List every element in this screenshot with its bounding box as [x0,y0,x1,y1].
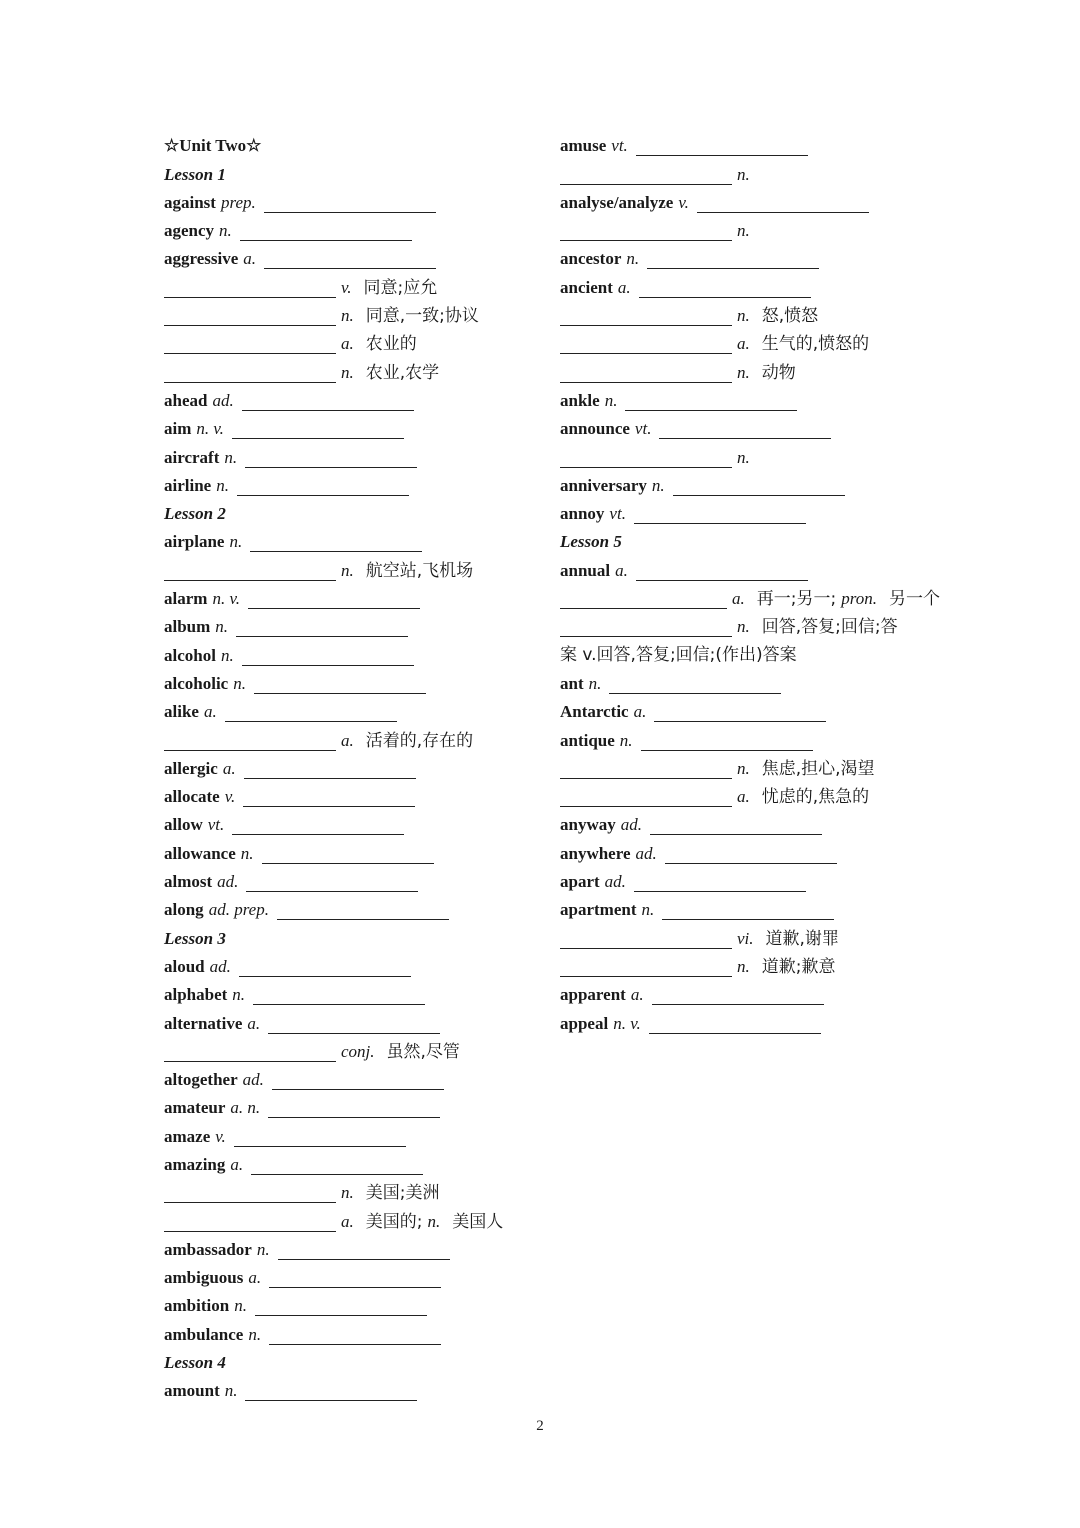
vocab-entry [164,641,534,669]
chinese-meaning: 生气的,愤怒的 [761,334,870,355]
meaning-entry [164,330,534,358]
answer-blank[interactable] [255,1299,427,1316]
part-of-speech: n. v. [212,589,240,609]
chinese-meaning: 道歉;歉意 [761,956,836,977]
meaning-entry [560,358,940,386]
right-column [560,132,940,1038]
part-of-speech: n. [737,617,750,637]
vocab-word: Antarctic [560,702,629,722]
part-of-speech: ad. [620,815,642,835]
answer-blank[interactable] [245,451,417,468]
answer-blank[interactable] [649,1017,821,1034]
answer-blank[interactable] [560,168,732,185]
part-of-speech: a. [341,1211,354,1231]
answer-blank[interactable] [560,620,732,637]
part-of-speech: a. [341,334,354,354]
answer-blank[interactable] [250,535,422,552]
answer-blank[interactable] [272,1073,444,1090]
part-of-speech: a. [633,702,647,722]
part-of-speech: n. [256,1239,270,1259]
vocab-entry [164,1094,534,1122]
part-of-speech: a. [617,277,631,297]
answer-blank[interactable] [634,507,806,524]
vocab-entry [164,1236,534,1264]
answer-blank[interactable] [636,139,808,156]
chinese-meaning: 回答,答复;回信;答 [761,617,898,638]
answer-blank[interactable] [240,224,412,241]
answer-blank[interactable] [245,1384,417,1401]
vocab-word: alike [164,702,199,722]
vocab-entry [560,500,940,528]
part-of-speech: n. [737,956,750,976]
vocab-word: almost [164,872,213,892]
vocab-entry [164,981,534,1009]
vocab-word: amuse [560,136,607,156]
answer-blank[interactable] [560,451,732,468]
meaning-entry [560,585,940,613]
part-of-speech: a. [341,730,354,750]
vocab-word: aloud [164,956,205,976]
chinese-meaning: 怒,愤怒 [761,306,819,327]
chinese-meaning: 美国;美洲 [365,1183,440,1204]
vocab-entry [164,1009,534,1037]
part-of-speech: a. [737,787,750,807]
unit-title [164,132,534,160]
vocab-word: aggressive [164,249,239,269]
meaning-continuation [560,641,940,669]
vocab-entry [164,953,534,981]
meaning-entry [164,1207,534,1235]
vocab-entry [560,698,940,726]
vocab-entry [164,1066,534,1094]
vocab-entry [164,755,534,783]
answer-blank[interactable] [662,903,834,920]
vocab-word: ankle [560,390,600,410]
vocab-word: airplane [164,532,225,552]
vocab-entry [164,1320,534,1348]
part-of-speech: a. [203,702,217,722]
lesson-heading [164,1349,534,1377]
answer-blank[interactable] [253,988,425,1005]
vocab-word: altogether [164,1070,238,1090]
part-of-speech: n. [651,475,665,495]
answer-blank[interactable] [652,988,824,1005]
answer-blank[interactable] [237,479,409,496]
answer-blank[interactable] [641,734,813,751]
answer-blank[interactable] [164,337,336,354]
vocab-word: anniversary [560,475,647,495]
answer-blank[interactable] [268,1017,440,1034]
answer-blank[interactable] [609,677,781,694]
vocab-word: airline [164,475,212,495]
vocab-entry [164,698,534,726]
answer-blank[interactable] [164,1186,336,1203]
vocab-word: amazing [164,1154,226,1174]
vocab-entry [164,217,534,245]
vocab-entry [164,1292,534,1320]
answer-blank[interactable] [264,196,436,213]
meaning-entry [560,217,940,245]
vocab-entry [560,811,940,839]
answer-blank[interactable] [654,705,826,722]
vocab-entry [164,896,534,924]
vocab-word: amount [164,1381,220,1401]
part-of-speech-2: n. [427,1211,441,1231]
lesson-heading [164,924,534,952]
part-of-speech: n. [215,617,229,637]
part-of-speech: prep. [220,192,256,212]
meaning-entry [164,1179,534,1207]
chinese-meaning: 虽然,尽管 [386,1041,460,1062]
answer-blank[interactable] [164,1215,336,1232]
answer-blank[interactable] [277,903,449,920]
chinese-meaning: 同意;应允 [363,277,438,298]
vocab-entry [560,245,940,273]
vocab-entry [560,896,940,924]
answer-blank[interactable] [243,790,415,807]
part-of-speech: a. [737,334,750,354]
part-of-speech: vi. [737,928,754,948]
answer-blank[interactable] [647,252,819,269]
left-column [164,132,534,1405]
part-of-speech: n. [224,1381,238,1401]
vocab-word: aim [164,419,192,439]
lesson-heading-text: Lesson 5 [560,532,622,552]
lesson-heading [164,160,534,188]
vocab-entry [560,387,940,415]
part-of-speech: n. [604,390,618,410]
vocab-word: allocate [164,787,220,807]
answer-blank[interactable] [254,677,426,694]
answer-blank[interactable] [560,309,732,326]
answer-blank[interactable] [560,224,732,241]
answer-blank[interactable] [560,960,732,977]
answer-blank[interactable] [560,366,732,383]
vocab-word: appeal [560,1013,609,1033]
vocab-entry [560,189,940,217]
vocab-entry [560,415,940,443]
part-of-speech: ad. [635,843,657,863]
chinese-meaning-continued: 案 v.回答,答复;回信;(作出)答案 [560,645,797,666]
vocab-entry [164,613,534,641]
part-of-speech: n. v. [613,1013,641,1033]
answer-blank[interactable] [239,960,411,977]
answer-blank[interactable] [164,366,336,383]
answer-blank[interactable] [251,1158,423,1175]
vocab-word: analyse/analyze [560,192,674,212]
part-of-speech: a. [247,1013,261,1033]
unit-title-text: ☆Unit Two☆ [164,136,262,156]
vocab-entry [164,245,534,273]
answer-blank[interactable] [278,1243,450,1260]
lesson-heading [164,500,534,528]
meaning-entry [164,1038,534,1066]
vocab-entry [164,472,534,500]
part-of-speech: n. [229,532,243,552]
vocab-word: alcoholic [164,673,229,693]
answer-blank[interactable] [665,847,837,864]
part-of-speech: v. [215,1126,226,1146]
meaning-entry [560,755,940,783]
vocab-word: ancient [560,277,613,297]
vocab-entry [164,1377,534,1405]
vocab-word: album [164,617,211,637]
meaning-entry [164,556,534,584]
part-of-speech: n. [737,221,750,241]
part-of-speech: n. [240,843,254,863]
part-of-speech: n. [626,249,640,269]
part-of-speech: n. [737,306,750,326]
vocab-entry [164,1122,534,1150]
answer-blank[interactable] [269,1271,441,1288]
part-of-speech: vt. [634,419,652,439]
meaning-entry [560,953,940,981]
answer-blank[interactable] [264,252,436,269]
vocab-word: amaze [164,1126,211,1146]
part-of-speech: n. [341,362,354,382]
answer-blank[interactable] [232,818,404,835]
vocab-word: alphabet [164,985,228,1005]
vocab-entry [164,868,534,896]
vocab-word: allergic [164,758,218,778]
part-of-speech: a. [222,758,236,778]
part-of-speech: n. [232,985,246,1005]
vocab-entry [164,1264,534,1292]
answer-blank[interactable] [244,762,416,779]
lesson-heading-text: Lesson 4 [164,1353,226,1373]
meaning-entry [560,443,940,471]
answer-blank[interactable] [636,564,808,581]
vocab-word: against [164,192,216,212]
part-of-speech: vt. [611,136,628,156]
answer-blank[interactable] [262,847,434,864]
part-of-speech: n. [248,1324,262,1344]
answer-blank[interactable] [164,309,336,326]
chinese-meaning: 活着的,存在的 [365,730,474,751]
answer-blank[interactable] [242,649,414,666]
part-of-speech: a. [243,249,257,269]
lesson-heading-text: Lesson 3 [164,928,226,948]
part-of-speech: n. [216,475,229,495]
chinese-meaning: 动物 [761,362,796,383]
vocab-entry [164,415,534,443]
vocab-word: anyway [560,815,616,835]
vocab-word: ancestor [560,249,622,269]
answer-blank[interactable] [164,281,336,298]
answer-blank[interactable] [634,875,806,892]
part-of-speech: n. [234,1296,247,1316]
meaning-entry [560,613,940,641]
part-of-speech: ad. [217,872,239,892]
answer-blank[interactable] [673,479,845,496]
chinese-meaning: 航空站,飞机场 [365,560,474,581]
meaning-entry [164,302,534,330]
part-of-speech: a. [230,1154,244,1174]
vocab-word: alarm [164,589,208,609]
answer-blank[interactable] [164,734,336,751]
chinese-meaning: 同意,一致;协议 [365,306,479,327]
part-of-speech: ad. [242,1070,264,1090]
chinese-meaning-2: 美国人 [452,1211,504,1232]
part-of-speech: n. [737,362,750,382]
vocab-word: allowance [164,843,236,863]
part-of-speech: conj. [341,1041,375,1061]
vocab-word: announce [560,419,630,439]
answer-blank[interactable] [234,1130,406,1147]
answer-blank[interactable] [268,1101,440,1118]
vocab-entry [560,726,940,754]
chinese-meaning: 道歉,谢罪 [765,928,839,949]
vocab-entry [560,839,940,867]
part-of-speech: ad. [209,956,231,976]
answer-blank[interactable] [560,790,732,807]
vocab-word: along [164,900,204,920]
page-number: 2 [536,1418,544,1434]
meaning-entry [164,358,534,386]
part-of-speech: vt. [207,815,225,835]
vocab-entry [164,189,534,217]
vocab-entry [164,1151,534,1179]
part-of-speech: n. [341,1183,354,1203]
part-of-speech: a. [248,1268,262,1288]
answer-blank[interactable] [650,818,822,835]
vocab-entry [560,670,940,698]
answer-blank[interactable] [560,762,732,779]
vocab-entry [560,132,940,160]
vocab-word: ant [560,673,584,693]
vocab-entry [560,472,940,500]
answer-blank[interactable] [560,932,732,949]
answer-blank[interactable] [269,1328,441,1345]
lesson-heading-text: Lesson 2 [164,504,226,524]
part-of-speech: v. [341,277,352,297]
vocab-entry [164,783,534,811]
part-of-speech: n. [341,560,354,580]
vocab-entry [164,839,534,867]
part-of-speech: ad. [604,872,626,892]
answer-blank[interactable] [625,394,797,411]
vocab-word: anywhere [560,843,631,863]
vocab-entry [164,585,534,613]
part-of-speech: v. [678,192,689,212]
answer-blank[interactable] [248,592,420,609]
part-of-speech-2: pron. [841,589,877,609]
answer-blank[interactable] [659,422,831,439]
meaning-entry [560,160,940,188]
vocab-entry [560,556,940,584]
vocab-entry [164,387,534,415]
vocab-entry [164,443,534,471]
meaning-entry [560,783,940,811]
part-of-speech: a. n. [230,1098,261,1118]
vocab-entry [560,981,940,1009]
part-of-speech: ad. prep. [208,900,269,920]
vocab-word: ambulance [164,1324,244,1344]
part-of-speech: n. [220,645,234,665]
part-of-speech: ad. [212,390,234,410]
vocab-entry [560,868,940,896]
answer-blank[interactable] [697,196,869,213]
answer-blank[interactable] [225,705,397,722]
part-of-speech: n. [737,447,750,467]
chinese-meaning: 忧虑的,焦急的 [761,787,870,808]
chinese-meaning: 农业,农学 [365,362,440,383]
part-of-speech: n. v. [196,419,224,439]
vocab-word: ambassador [164,1239,252,1259]
chinese-meaning: 再一;另一; [756,589,837,610]
vocab-word: ahead [164,390,208,410]
answer-blank[interactable] [242,394,414,411]
lesson-heading-text: Lesson 1 [164,164,226,184]
vocab-word: ambiguous [164,1268,244,1288]
vocab-entry [164,670,534,698]
part-of-speech: n. [233,673,246,693]
answer-blank[interactable] [560,592,727,609]
vocab-word: allow [164,815,203,835]
answer-blank[interactable] [246,875,418,892]
part-of-speech: n. [588,673,602,693]
vocab-word: antique [560,730,615,750]
part-of-speech: n. [224,447,238,467]
vocab-word: apartment [560,900,637,920]
vocab-entry [164,528,534,556]
part-of-speech: n. [341,306,354,326]
vocab-word: agency [164,221,215,241]
vocab-word: annual [560,560,611,580]
part-of-speech: n. [219,221,232,241]
meaning-entry [560,330,940,358]
part-of-speech: n. [619,730,633,750]
vocab-word: alternative [164,1013,243,1033]
answer-blank[interactable] [164,564,336,581]
part-of-speech: v. [224,787,236,807]
part-of-speech: a. [732,589,745,609]
chinese-meaning-2: 另一个 [889,589,940,610]
part-of-speech: a. [615,560,628,580]
answer-blank[interactable] [164,1045,336,1062]
vocab-entry [560,273,940,301]
meaning-entry [560,924,940,952]
answer-blank[interactable] [236,620,408,637]
part-of-speech: n. [641,900,655,920]
chinese-meaning: 美国的; [365,1211,423,1232]
meaning-entry [164,273,534,301]
answer-blank[interactable] [560,337,732,354]
part-of-speech: n. [737,164,750,184]
vocab-entry [164,811,534,839]
vocab-word: apparent [560,985,626,1005]
answer-blank[interactable] [232,422,404,439]
chinese-meaning: 焦虑,担心,渴望 [761,758,875,779]
chinese-meaning: 农业的 [365,334,417,355]
meaning-entry [560,302,940,330]
vocab-word: annoy [560,504,605,524]
part-of-speech: n. [737,758,750,778]
vocab-word: apart [560,872,600,892]
part-of-speech: vt. [609,504,626,524]
part-of-speech: a. [630,985,644,1005]
answer-blank[interactable] [639,281,811,298]
lesson-heading [560,528,940,556]
vocab-word: alcohol [164,645,216,665]
meaning-entry [164,726,534,754]
vocab-word: ambition [164,1296,230,1316]
vocab-entry [560,1009,940,1037]
vocab-word: amateur [164,1098,226,1118]
vocab-word: aircraft [164,447,220,467]
